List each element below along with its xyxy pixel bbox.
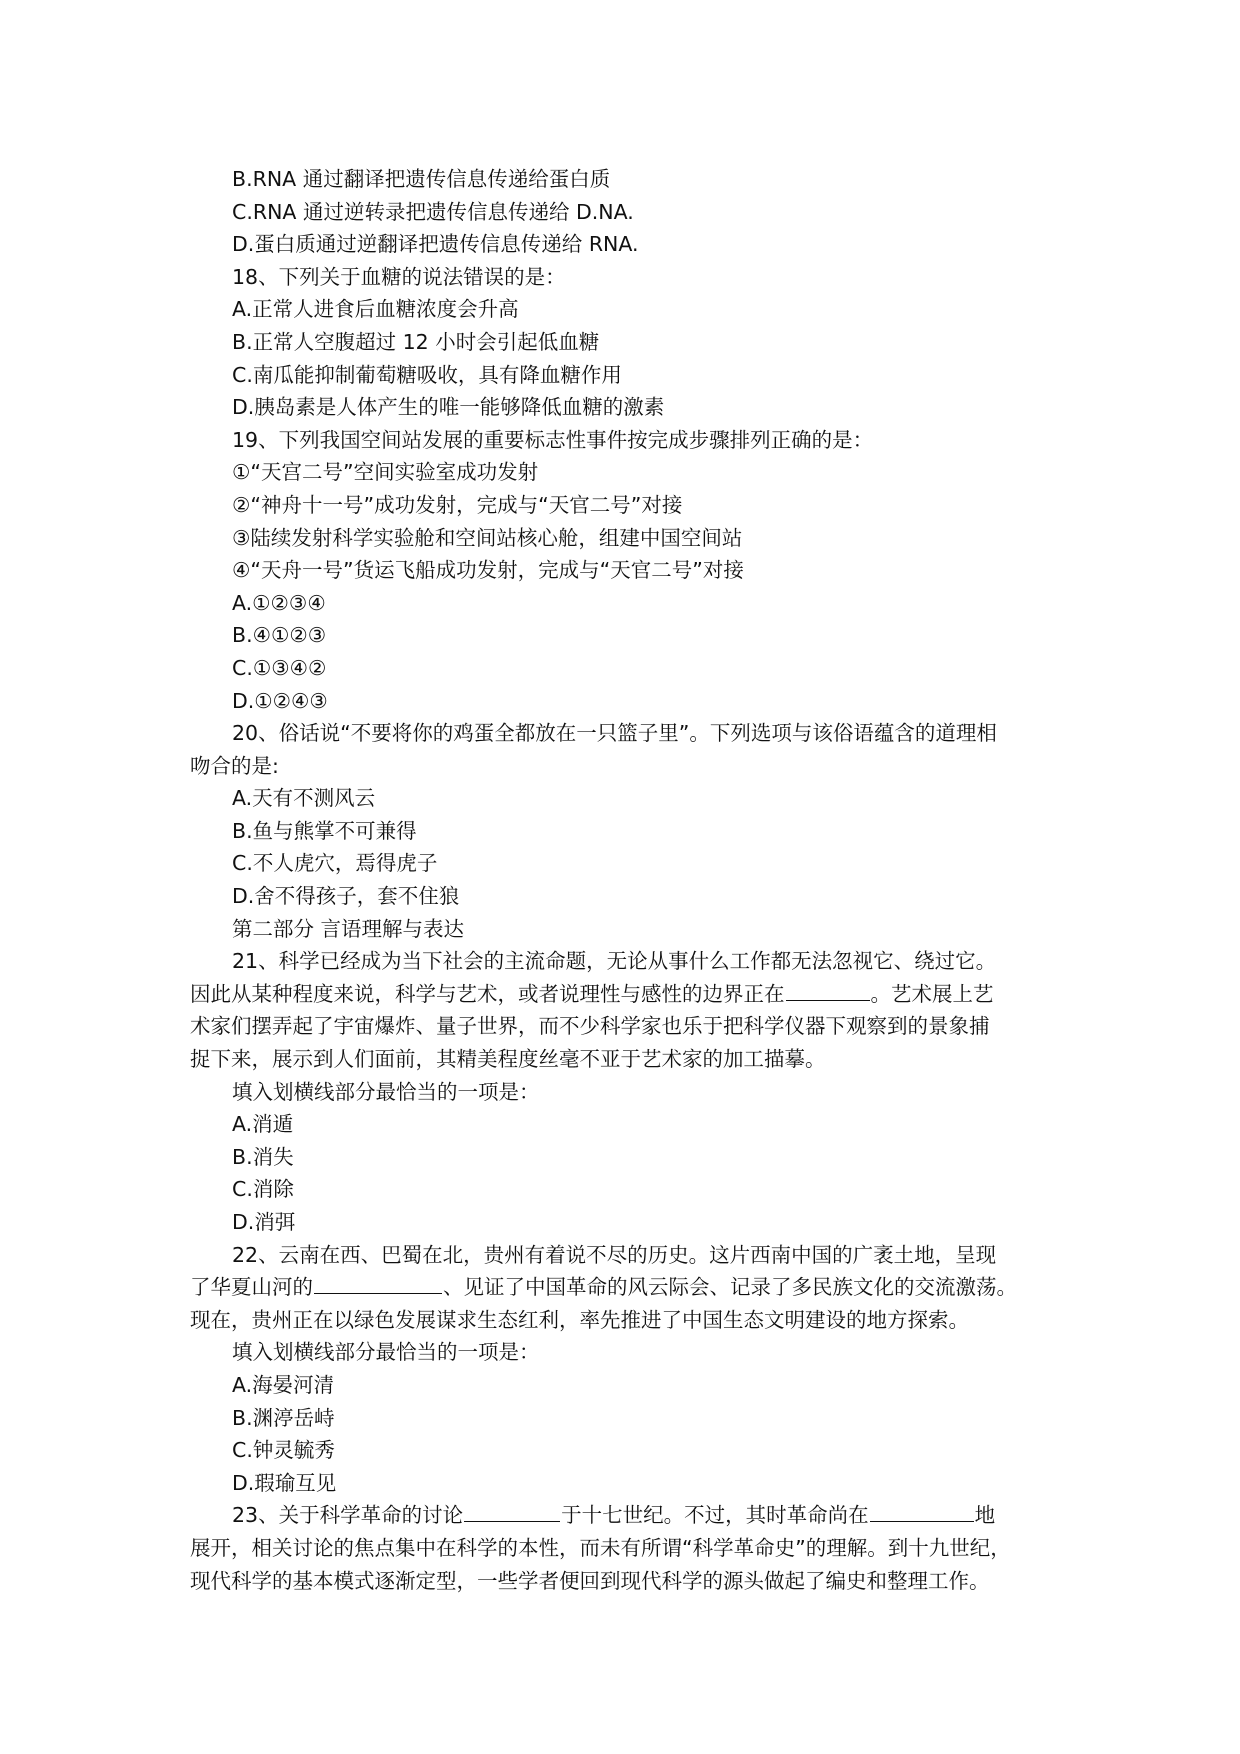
q23-line-2: 展开，相关讨论的焦点集中在科学的本性，而未有所谓“科学革命史”的理解。到十九世纪， (190, 1535, 1011, 1560)
q21-line-2 (190, 978, 1050, 1011)
q21-line-1: 21、科学已经成为当下社会的主流命题，无论从事什么工作都无法忽视它、绕过它。 (232, 949, 997, 974)
q22-option-b: B.渊渟岳峙 (232, 1405, 335, 1430)
q22-passage (190, 1239, 1050, 1337)
q17-option-c: C.RNA 通过逆转录把遗传信息传递给 D.NA. (232, 199, 634, 224)
q22-answer-blank (314, 1271, 442, 1294)
q22-line-2-end: 、见证了中国革命的风云际会、记录了多民族文化的交流激荡。 (443, 1275, 1017, 1300)
q22-option-c: C.钟灵毓秀 (232, 1438, 335, 1463)
q23-line-3: 现代科学的基本模式逐渐定型，一些学者便回到现代科学的源头做起了编史和整理工作。 (190, 1568, 990, 1593)
q21-line-2-start: 因此从某种程度来说，科学与艺术，或者说理性与感性的边界正在 (190, 981, 785, 1006)
q18-stem: 18、下列关于血糖的说法错误的是： (232, 264, 566, 289)
q19-item-3: ③陆续发射科学实验舱和空间站核心舱，组建中国空间站 (232, 525, 743, 550)
document-body (190, 163, 1050, 1597)
q18-option-d: D.胰岛素是人体产生的唯一能够降低血糖的激素 (232, 395, 665, 420)
q20-stem-line-1: 20、俗话说“不要将你的鸡蛋全都放在一只篮子里”。下列选项与该俗语蕴含的道理相 (232, 721, 997, 746)
q21-line-2-end: 。艺术展上艺 (870, 981, 994, 1006)
q17-option-b: B.RNA 通过翻译把遗传信息传递给蛋白质 (232, 167, 611, 191)
q20-stem (190, 717, 1050, 782)
q21-line-3: 术家们摆弄起了宇宙爆炸、量子世界，而不少科学家也乐于把科学仪器下观察到的景象捕 (190, 1014, 990, 1039)
q21-option-b: B.消失 (232, 1144, 294, 1169)
q20-option-c: C.不人虎穴，焉得虎子 (232, 851, 438, 876)
q23-line-1-middle: 于十七世纪。不过，其时革命尚在 (561, 1503, 869, 1528)
q23-line-1 (190, 1499, 1050, 1532)
q21-option-a: A.消遁 (232, 1112, 294, 1137)
q23-line-1-start: 23、关于科学革命的讨论 (232, 1503, 464, 1528)
q21-option-d: D.消弭 (232, 1210, 296, 1234)
q22-prompt: 填入划横线部分最恰当的一项是： (232, 1340, 540, 1365)
q22-option-a: A.海晏河清 (232, 1372, 335, 1397)
q22-line-1: 22、云南在西、巴蜀在北，贵州有着说不尽的历史。这片西南中国的广袤土地，呈现 (232, 1242, 997, 1267)
q21-option-c: C.消除 (232, 1177, 294, 1202)
q20-option-a: A.天有不测风云 (232, 786, 376, 811)
q20-option-b: B.鱼与熊掌不可兼得 (232, 818, 417, 843)
q19-item-2: ②“神舟十一号”成功发射，完成与“天官二号”对接 (232, 492, 683, 517)
q18-option-b: B.正常人空腹超过 12 小时会引起低血糖 (232, 329, 600, 354)
q22-option-d: D.瑕瑜互见 (232, 1470, 337, 1495)
q20-option-d: D.舍不得孩子，套不住狼 (232, 884, 460, 909)
q21-line-4: 捉下来，展示到人们面前，其精美程度丝毫不亚于艺术家的加工描摹。 (190, 1047, 826, 1072)
q18-option-c: C.南瓜能抑制葡萄糖吸收，具有降血糖作用 (232, 362, 622, 387)
q23-passage (190, 1499, 1050, 1597)
q17-option-d: D.蛋白质通过逆翻译把遗传信息传递给 RNA. (232, 232, 639, 257)
q21-prompt: 填入划横线部分最恰当的一项是： (232, 1079, 540, 1104)
q19-item-4: ④“天舟一号”货运飞船成功发射，完成与“天官二号”对接 (232, 558, 744, 583)
q22-line-3: 现在，贵州正在以绿色发展谋求生态红利，率先推进了中国生态文明建设的地方探索。 (190, 1307, 969, 1332)
section-2-title: 第二部分 言语理解与表达 (232, 916, 465, 941)
q19-option-c: C.①③④② (232, 655, 327, 680)
q18-option-a: A.正常人进食后血糖浓度会升高 (232, 297, 519, 322)
q23-answer-blank-1 (464, 1499, 560, 1522)
q19-item-1: ①“天宫二号”空间实验室成功发射 (232, 460, 539, 485)
q23-line-1-end: 地 (974, 1503, 996, 1528)
q19-option-b: B.④①②③ (232, 623, 327, 648)
q19-option-a: A.①②③④ (232, 590, 326, 615)
q21-passage (190, 945, 1050, 1075)
q22-line-2 (190, 1271, 1050, 1304)
q19-stem: 19、下列我国空间站发展的重要标志性事件按完成步骤排列正确的是： (232, 427, 874, 452)
q19-option-d: D.①②④③ (232, 688, 328, 713)
q20-stem-line-2: 吻合的是: (190, 753, 279, 778)
q22-line-2-start: 了华夏山河的 (190, 1275, 313, 1300)
q23-answer-blank-2 (870, 1499, 974, 1522)
q21-answer-blank (786, 978, 870, 1001)
